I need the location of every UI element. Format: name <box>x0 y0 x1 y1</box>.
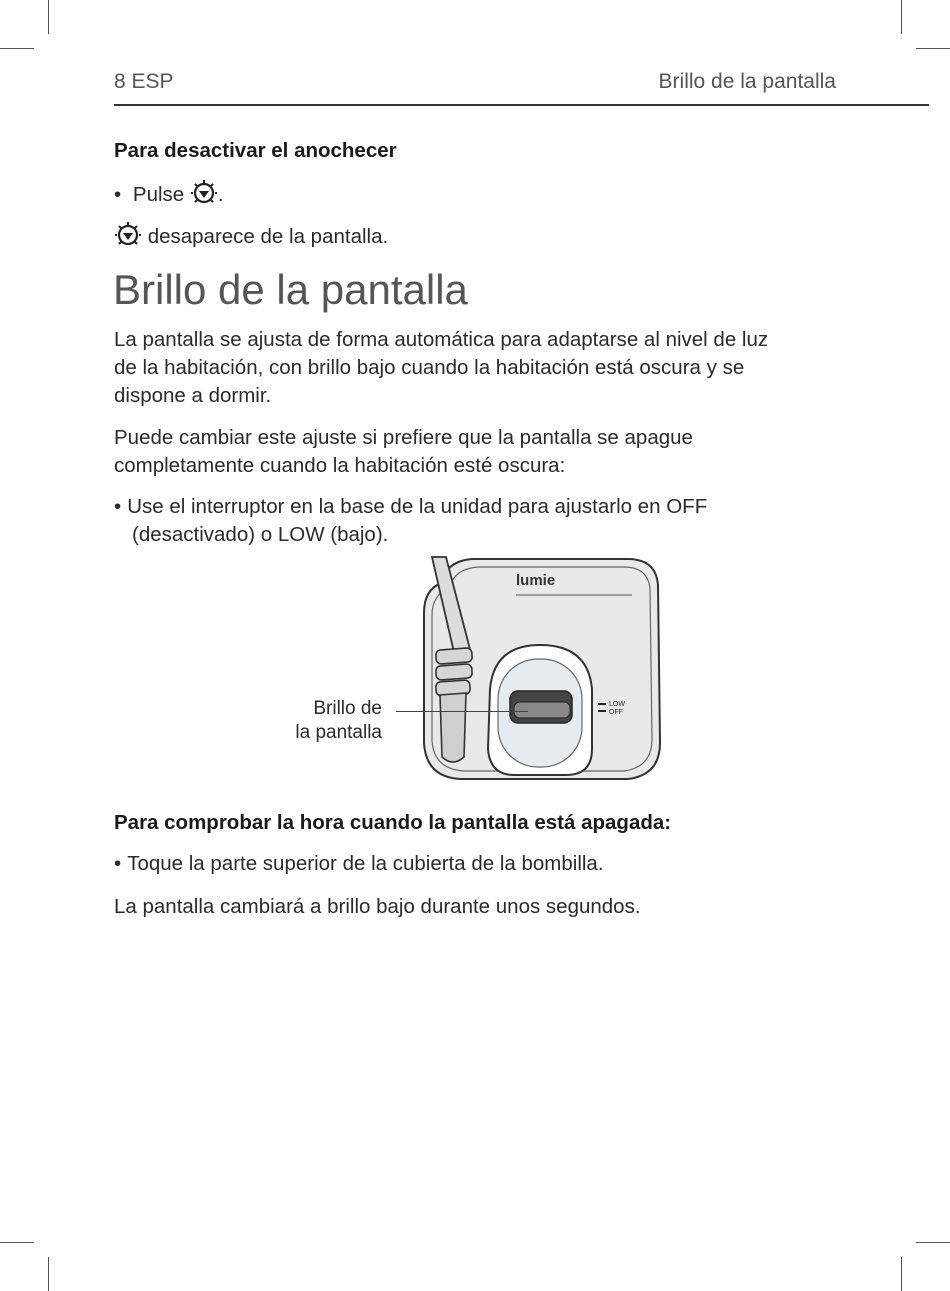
paragraph-line: Puede cambiar este ajuste si prefiere que la pantalla se apague <box>114 426 693 449</box>
check-time-heading: Para comprobar la hora cuando la pantalla está apagada: <box>114 811 672 834</box>
cable-tail <box>440 693 466 762</box>
paragraph-line: dispone a dormir. <box>114 384 272 407</box>
switch-slider <box>514 702 570 718</box>
crop-mark <box>916 1242 950 1243</box>
crop-mark <box>48 0 49 34</box>
paragraph-line: La pantalla se ajusta de forma automática para adaptarse al nivel de luz <box>114 328 769 351</box>
switch-off-label: OFF <box>609 709 623 716</box>
callout-leader-line <box>396 711 528 712</box>
callout-line: Brillo de <box>313 698 382 719</box>
paragraph-line: completamente cuando la habitación esté oscura: <box>114 454 566 477</box>
crop-mark <box>48 1257 49 1291</box>
page-number: 8 ESP <box>114 70 174 93</box>
bullet-text: Use el interruptor en la base de la unidad para ajustarlo en OFF <box>127 495 708 518</box>
dusk-off-step <box>114 179 224 209</box>
crop-mark <box>0 1242 34 1243</box>
bullet-line <box>114 493 707 521</box>
crop-mark <box>901 0 902 34</box>
crop-mark <box>901 1257 902 1291</box>
callout-label <box>270 697 382 745</box>
callout-line: la pantalla <box>295 722 382 743</box>
dusk-icon <box>114 221 142 249</box>
check-time-result: La pantalla cambiará a brillo bajo durante unos segundos. <box>114 895 641 918</box>
crop-mark <box>916 48 950 49</box>
brand-logo: lumie <box>516 572 556 589</box>
bullet-text: Toque la parte superior de la cubierta de la bombilla. <box>127 852 604 875</box>
lamp-base-illustration <box>420 553 666 785</box>
header-rule <box>114 104 929 106</box>
result-text: desaparece de la pantalla. <box>147 225 389 248</box>
dusk-off-result <box>114 221 388 251</box>
cable-grip <box>436 648 473 664</box>
paragraph-line: de la habitación, con brillo bajo cuando la habitación está oscura y se <box>114 356 745 379</box>
section-title: Brillo de la pantalla <box>658 70 836 93</box>
bullet-line <box>114 850 604 878</box>
dusk-off-heading: Para desactivar el anochecer <box>114 139 397 162</box>
step-prefix: Pulse <box>132 183 185 206</box>
cable-grip <box>436 664 473 680</box>
switch-low-label: LOW <box>609 701 625 708</box>
dusk-icon <box>190 179 218 207</box>
step-suffix: . <box>217 183 224 206</box>
crop-mark <box>0 48 34 49</box>
section-heading: Brillo de la pantalla <box>113 266 468 313</box>
bullet-line: (desactivado) o LOW (bajo). <box>132 523 389 546</box>
